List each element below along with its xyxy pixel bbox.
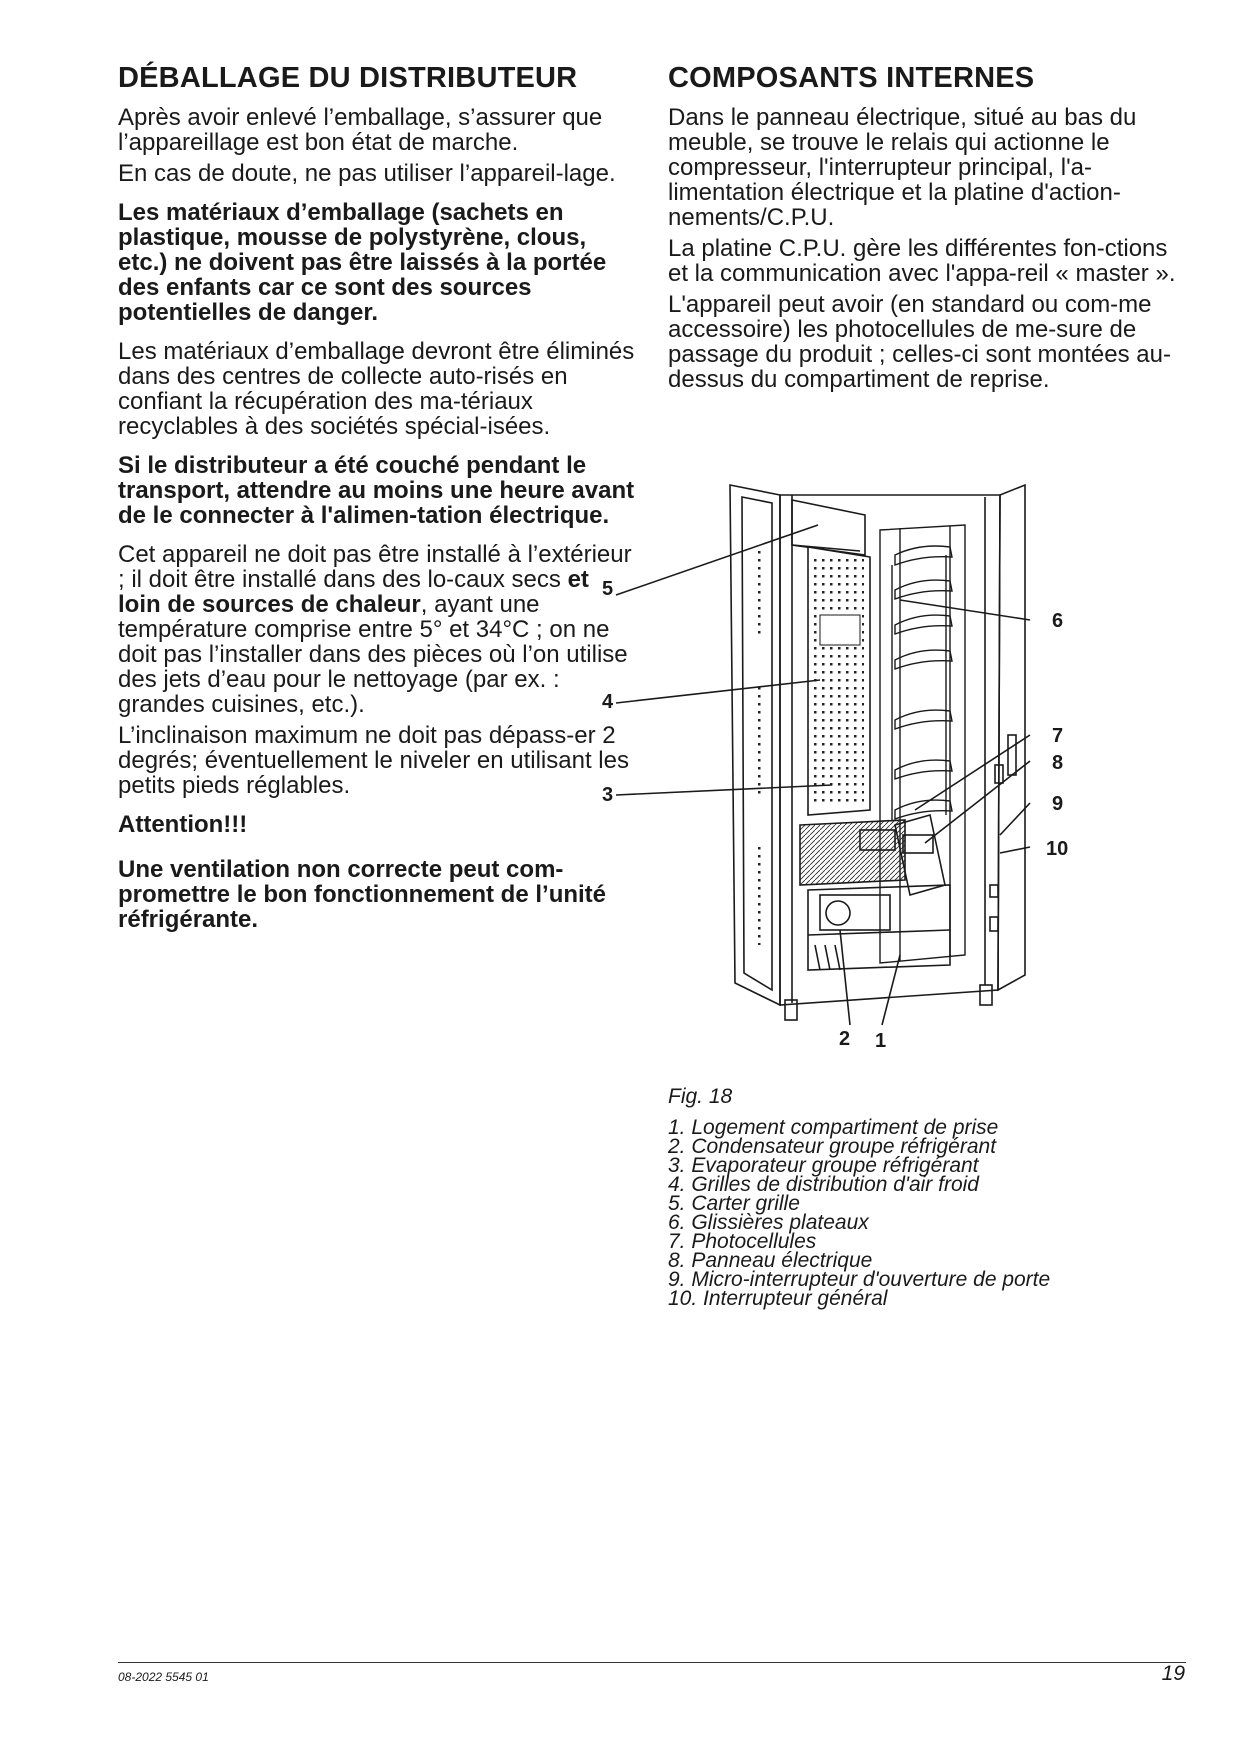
- callout-8: 8: [1052, 752, 1064, 774]
- warning-paragraph: Si le distributeur a été couché pendant le transport, attendre au moins une heure avant de le connecter à l'alimen-tation électrique.: [118, 452, 635, 530]
- legend-item: 5. Carter grille: [668, 1192, 800, 1215]
- paragraph: En cas de doute, ne pas utiliser l’appareil-lage.: [118, 160, 616, 188]
- attention-label: Attention!!!: [118, 811, 248, 839]
- install-text: Cet appareil ne doit pas être installé à l’extérieur ; il doit être installé dans des lo-caux secs: [118, 541, 632, 594]
- legend-item: 8. Panneau électrique: [668, 1249, 873, 1272]
- callout-9: 9: [1052, 793, 1064, 815]
- legend-item: 4. Grilles de distribution d'air froid: [668, 1173, 979, 1196]
- paragraph: La platine C.P.U. gère les différentes fon-ctions et la communication avec l'appa-reil « master ».: [668, 235, 1176, 288]
- paragraph: Les matériaux d’emballage devront être éliminés dans des centres de collecte auto-risés en confiant la récupération des ma-tériaux recyclables à des sociétés spécial-isées.: [118, 338, 635, 441]
- callout-2: 2: [839, 1028, 851, 1050]
- legend-item: 9. Micro-interrupteur d'ouverture de porte: [668, 1268, 1051, 1291]
- legend-item: 6. Glissières plateaux: [668, 1211, 869, 1234]
- section-title-deballage: DÉBALLAGE DU DISTRIBUTEUR: [118, 62, 578, 94]
- left-column: [118, 62, 638, 938]
- callout-10: 10: [1046, 838, 1069, 860]
- callout-6: 6: [1052, 610, 1064, 632]
- document-code: 08-2022 5545 01: [118, 1670, 209, 1684]
- legend-item: 7. Photocellules: [668, 1230, 817, 1253]
- figure-caption: Fig. 18: [668, 1085, 733, 1108]
- legend-item: 1. Logement compartiment de prise: [668, 1116, 999, 1139]
- paragraph: Après avoir enlevé l’emballage, s’assurer que l’appareillage est bon état de marche.: [118, 104, 603, 157]
- legend-item: 2. Condensateur groupe réfrigérant: [668, 1135, 997, 1158]
- callout-3: 3: [602, 784, 614, 806]
- install-emphasis: et loin de sources de chaleur: [118, 566, 589, 619]
- callout-4: 4: [602, 691, 614, 713]
- paragraph: L'appareil peut avoir (en standard ou com-me accessoire) les photocellules de me-sure de passage du produit ; celles-ci sont montées au-dessus du compartiment de reprise.: [668, 291, 1171, 394]
- paragraph: L’inclinaison maximum ne doit pas dépass-er 2 degrés; éventuellement le niveler en utilisant les petits pieds réglables.: [118, 722, 629, 800]
- warning-paragraph: Les matériaux d’emballage (sachets en plastique, mousse de polystyrène, clous, etc.) ne doivent pas être laissés à la portée des enfants car ce sont des sources potentielles de danger.: [118, 199, 607, 327]
- vending-machine-illustration: [602, 485, 1100, 1075]
- callout-5: 5: [602, 578, 614, 600]
- figure-legend: [668, 1118, 1050, 1308]
- paragraph: Dans le panneau électrique, situé au bas du meuble, se trouve le relais qui actionne le compresseur, l'interrupteur principal, l'a-limentation électrique et la platine d'action-nements/C.P.U.: [668, 104, 1137, 232]
- warning-paragraph: Une ventilation non correcte peut com-promettre le bon fonctionnement de l’unité réfrigérante.: [118, 856, 607, 934]
- callout-7: 7: [1052, 725, 1064, 747]
- legend-item: 10. Interrupteur général: [668, 1287, 888, 1310]
- install-paragraph: [118, 542, 638, 717]
- legend-item: 3. Evaporateur groupe réfrigérant: [668, 1154, 979, 1177]
- section-title-composants: COMPOSANTS INTERNES: [668, 62, 1035, 94]
- callout-1: 1: [875, 1030, 887, 1052]
- right-column: [668, 62, 1188, 398]
- page-number: 19: [1161, 1662, 1185, 1685]
- install-text: , ayant une température comprise entre 5° et 34°C ; on ne doit pas l’installer dans des pièces où l’on utilise des jets d’eau pour le nettoyage (par ex. : grandes cuisines, etc.).: [118, 591, 628, 719]
- footer-divider: [118, 1662, 1186, 1663]
